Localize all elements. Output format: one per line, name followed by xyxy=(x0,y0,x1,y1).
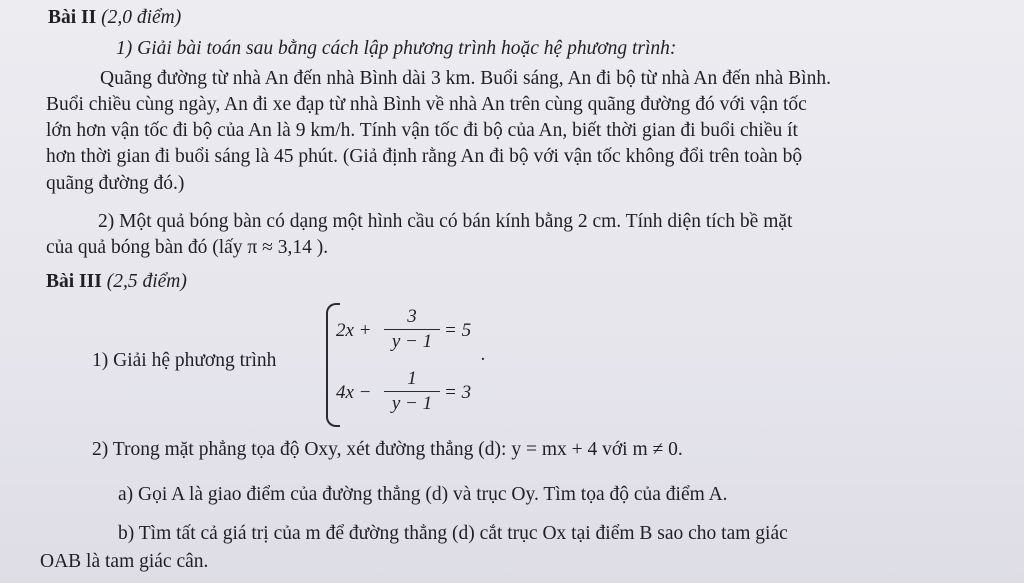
eq2-right: = 3 xyxy=(444,382,472,403)
bai2-q1-line: lớn hơn vận tốc đi bộ của An là 9 km/h. Tính vận tốc đi bộ của An, biết thời gian đi buổi chiều ít xyxy=(46,120,798,141)
bai2-heading xyxy=(48,6,181,30)
bai2-q2-line: của quả bóng bàn đó (lấy π ≈ 3,14 ). xyxy=(46,237,329,258)
eq2-denominator: y − 1 xyxy=(391,393,433,414)
eq1-denominator: y − 1 xyxy=(391,331,433,352)
eq1-numerator: 3 xyxy=(407,306,417,327)
eq-end-period: . xyxy=(481,344,486,365)
bai3-qa-line: a) Gọi A là giao điểm của đường thẳng (d) và trục Oy. Tìm tọa độ của điểm A. xyxy=(118,484,728,505)
eq2-fraction-bar xyxy=(384,391,440,392)
bai3-q2-line: 2) Trong mặt phẳng tọa độ Oxy, xét đường thẳng (d): y = mx + 4 với m ≠ 0. xyxy=(92,439,683,460)
eq2-numerator: 1 xyxy=(407,368,417,389)
bai2-points: (2,0 điểm) xyxy=(101,7,182,28)
eq1-fraction-bar xyxy=(384,329,440,330)
bai2-q1-line: hơn thời gian đi buổi sáng là 45 phút. (Giả định rằng An đi bộ với vận tốc không đổi trên toàn bộ xyxy=(46,146,803,167)
eq2-fraction xyxy=(384,368,440,415)
bai3-title: Bài III xyxy=(46,271,102,292)
bai3-qb-line: OAB là tam giác cân. xyxy=(40,551,209,572)
eq1-left: 2x + xyxy=(336,320,372,341)
bai3-heading xyxy=(46,270,187,294)
bai3-qb-line: b) Tìm tất cả giá trị của m để đường thẳng (d) cắt trục Ox tại điểm B sao cho tam giác xyxy=(118,523,788,544)
bai3-q1-label: 1) Giải hệ phương trình xyxy=(92,350,277,371)
bai2-q1-line: Quãng đường từ nhà An đến nhà Bình dài 3 km. Buổi sáng, An đi bộ từ nhà An đến nhà Bình. xyxy=(100,68,831,89)
bai3-points: (2,5 điểm) xyxy=(106,271,187,292)
bai2-q1-line: quãng đường đó.) xyxy=(46,173,185,194)
eq2-left: 4x − xyxy=(336,382,372,403)
bai2-q1-intro: 1) Giải bài toán sau bằng cách lập phương trình hoặc hệ phương trình: xyxy=(116,38,677,59)
bai2-q1-line: Buổi chiều cùng ngày, An đi xe đạp từ nhà Bình về nhà An trên cùng quãng đường đó với vận tốc xyxy=(46,94,807,115)
bai2-q2-line: 2) Một quả bóng bàn có dạng một hình cầu có bán kính bằng 2 cm. Tính diện tích bề mặt xyxy=(98,211,793,232)
eq1-fraction xyxy=(384,306,440,353)
bai2-title: Bài II xyxy=(48,7,97,28)
eq1-right: = 5 xyxy=(444,320,472,341)
